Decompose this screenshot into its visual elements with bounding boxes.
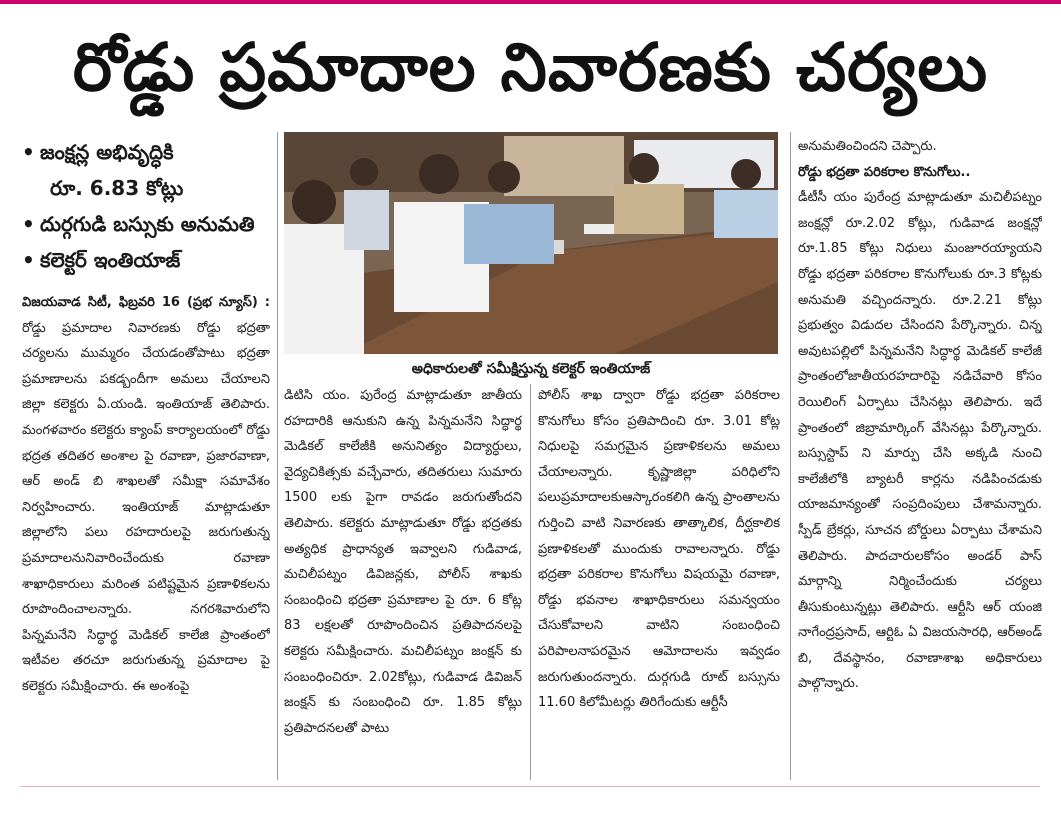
column-divider xyxy=(790,132,791,780)
bullet-icon: • xyxy=(22,212,35,236)
column-divider xyxy=(530,384,531,780)
highlights-box xyxy=(22,138,270,282)
highlight-item xyxy=(22,174,270,202)
highlight-text: దుర్గగుడి బస్సుకు అనుమతి xyxy=(40,212,255,236)
top-accent-rule xyxy=(0,0,1061,4)
article-column-3 xyxy=(538,383,780,783)
highlight-item xyxy=(22,138,270,166)
meeting-photo xyxy=(284,132,778,354)
article-text: డీటీసీ యం పురేంద్ర మాట్లాడుతూ మచిలీపట్నం జంక్షన్లో రూ.2.02 కోట్లు, గుడివాడ జంక్షన్లో రూ.1.85 కోట్లు నిధులు మంజూరయ్యాయని రోడ్డు భద్రతా పరికరాల కొనుగోలుకు రూ.3 కోట్లకు అనుమతి వచ్చిందన్నారు. రూ.2.21 కోట్లు ప్రభుత్వం విడుదల చేసిందని పేర్కొన్నారు. చిన్న అవుటపల్లిలో పిన్నమనేని సిద్ధార్థ మెడికల్ కాలేజీ ప్రాంతంలోజాతీయరహదారిపై నడిచేవారి కోసం రెయిలింగ్ ఏర్పాటు చేసినట్లు తెలిపారు. ఇదే ప్రాంతంలో జిబ్రామార్కింగ్ వేసినట్లు పేర్కొన్నారు. బస్సుస్టాప్ ని మార్పు చేసి అక్కడి నుంచి కాలేజీలోకి బ్యాటరీ కార్లను నడిపించడుకు యాజమాన్యంతో సంప్రదింపులు చేశామన్నారు. స్పీడ్ బ్రేకర్లు, సూచన బోర్డులు ఏర్పాటు చేశామని తెలిపారు. పాదచారులకోసం అండర్ పాస్ మార్గాన్ని నిర్మించేందుకు చర్యలు తీసుకుంటున్నట్లు తెలిపారు. ఆర్టీసి ఆర్ యంజి నాగేంద్రప్రసాద్, ఆర్టిఓ ఏ విజయసారధి, ఆర్అండ్ బి, దేవస్థానం, రవాణాశాఖ అధికారులు పాల్గొన్నారు. xyxy=(798,190,1042,692)
bottom-rule xyxy=(20,786,1040,787)
highlight-text: కలెక్టర్ ఇంతియాజ్ xyxy=(40,248,181,272)
article-headline: రోడ్డు ప్రమాదాల నివారణకు చర్యలు xyxy=(72,29,989,106)
photo-caption: అధికారులతో సమీక్షిస్తున్న కలెక్టర్ ఇంతియాజ్ xyxy=(411,361,651,377)
bullet-icon: • xyxy=(22,248,35,272)
highlight-text: జంక్షన్ల అభివృద్ధికి xyxy=(40,140,174,164)
highlight-text: రూ. 6.83 కోట్లు xyxy=(50,176,184,200)
article-text: రోడ్డు ప్రమాదాల నివారణకు రోడ్డు భద్రతా చర్యలను ముమ్మరం చేయడంతోపాటు భద్రతా ప్రమాణాలను పకడ్బందీగా అమలు చేయాలని జిల్లా కలెక్టరు ఏ.యండి. ఇంతియాజ్ తెలిపారు. మంగళవారం కలెక్టరు క్యాంప్ కార్యాలయంలో రోడ్డు భద్రత తదితర అంశాల పై రవాణా, ప్రజారవాణా, ఆర్ అండ్ బి శాఖలతో సమీక్షా సమావేశం నిర్వహించారు. ఇంతియాజ్ మాట్లాడుతూ జిల్లాలోని పలు రహదారులపై జరుగుతున్న ప్రమాదాలనునివారించేందుకు రవాణా శాఖాధికారులు మరింత పటిష్టమైన ప్రణాళికలను రూపొందించాలన్నారు. నగరశివారులోని పిన్నమనేని సిద్ధార్థ మెడికల్ కాలేజి ప్రాంతంలో ఇటీవల తరచూ జరుగుతున్న ప్రమాదాల పై కలెక్టరు సమీక్షించారు. ఈ అంశంపై xyxy=(22,320,270,694)
bullet-icon: • xyxy=(22,140,35,164)
article-text: పోలీస్ శాఖ ద్వారా రోడ్డు భద్రతా పరికరాల కొనుగోలు కోసం ప్రతిపాదించి రూ. 3.01 కోట్ల నిధులపై సమగ్రమైన ప్రణాళికలను అమలు చేయాలన్నారు. కృష్ణాజిల్లా పరిధిలోని పలుప్రమాదాలకుఆస్కారంకలిగి ఉన్న ప్రాంతాలను గుర్తించి వాటి నివారణకు తాత్కాలిక, దీర్ఘకాలిక ప్రణాళికలతో ముందుకు రావాలన్నారు. రోడ్డు భద్రతా పరికరాల కొనుగోలు విషయమై రవాణా, రోడ్డు భవనాల శాఖాధికారులు సమన్వయం చేసుకోవాలని వాటిని సంబంధించి పరిపాలనాపరమైన ఆమోదాలను ఇవ్వడం జరుగుతుందన్నారు. దుర్గగుడి రూట్ బస్సును 11.60 కిలోమీటర్లు తిరిగేందుకు ఆర్టీసీ xyxy=(538,388,780,711)
article-column-2 xyxy=(284,383,522,783)
article-text: అనుమతించిందని చెప్పారు. xyxy=(798,139,937,154)
column-divider xyxy=(277,132,278,780)
article-column-4 xyxy=(798,134,1042,782)
dateline: విజయవాడ సిటీ, ఫిబ్రవరి 16 (ప్రభ న్యూస్) : xyxy=(22,295,270,310)
highlight-item xyxy=(22,210,270,238)
highlight-item xyxy=(22,246,270,274)
article-column-1 xyxy=(22,290,270,780)
article-text: డిటిసి యం. పురేంద్ర మాట్లాడుతూ జాతీయ రహదారికి ఆనుకుని ఉన్న పిన్నమనేని సిద్ధార్థ మెడికల్ కాలేజీకి అనునిత్యం విద్యార్ధులు, వైద్యచికిత్సకు వచ్చేవారు, తదితరులు సుమారు 1500 లకు పైగా రావడం జరుగుతోందని తెలిపారు. కలెక్టరు మాట్లాడుతూ రోడ్డు భద్రతకు అత్యధిక ప్రాధాన్యత ఇవ్వాలని గుడివాడ, మచిలీపట్నం డివిజన్లకు, పోలీస్ శాఖకు సంబంధించి భద్రతా ప్రమాణాల పై రూ. 6 కోట్ల 83 లక్షలతో రూపొందించిన ప్రతిపాదనలపై కలెక్టరు సమీక్షించారు. మచిలీపట్నం జంక్షన్ కు సంబంధించిరూ. 2.02కోట్లు, గుడివాడ డివిజన్ జంక్షన్ కు సంబంధించి రూ. 1.85 కోట్లు ప్రతిపాదనలతో పాటు xyxy=(284,388,522,736)
section-subheading: రోడ్డు భద్రతా పరికరాల కొనుగోలు.. xyxy=(798,164,971,180)
